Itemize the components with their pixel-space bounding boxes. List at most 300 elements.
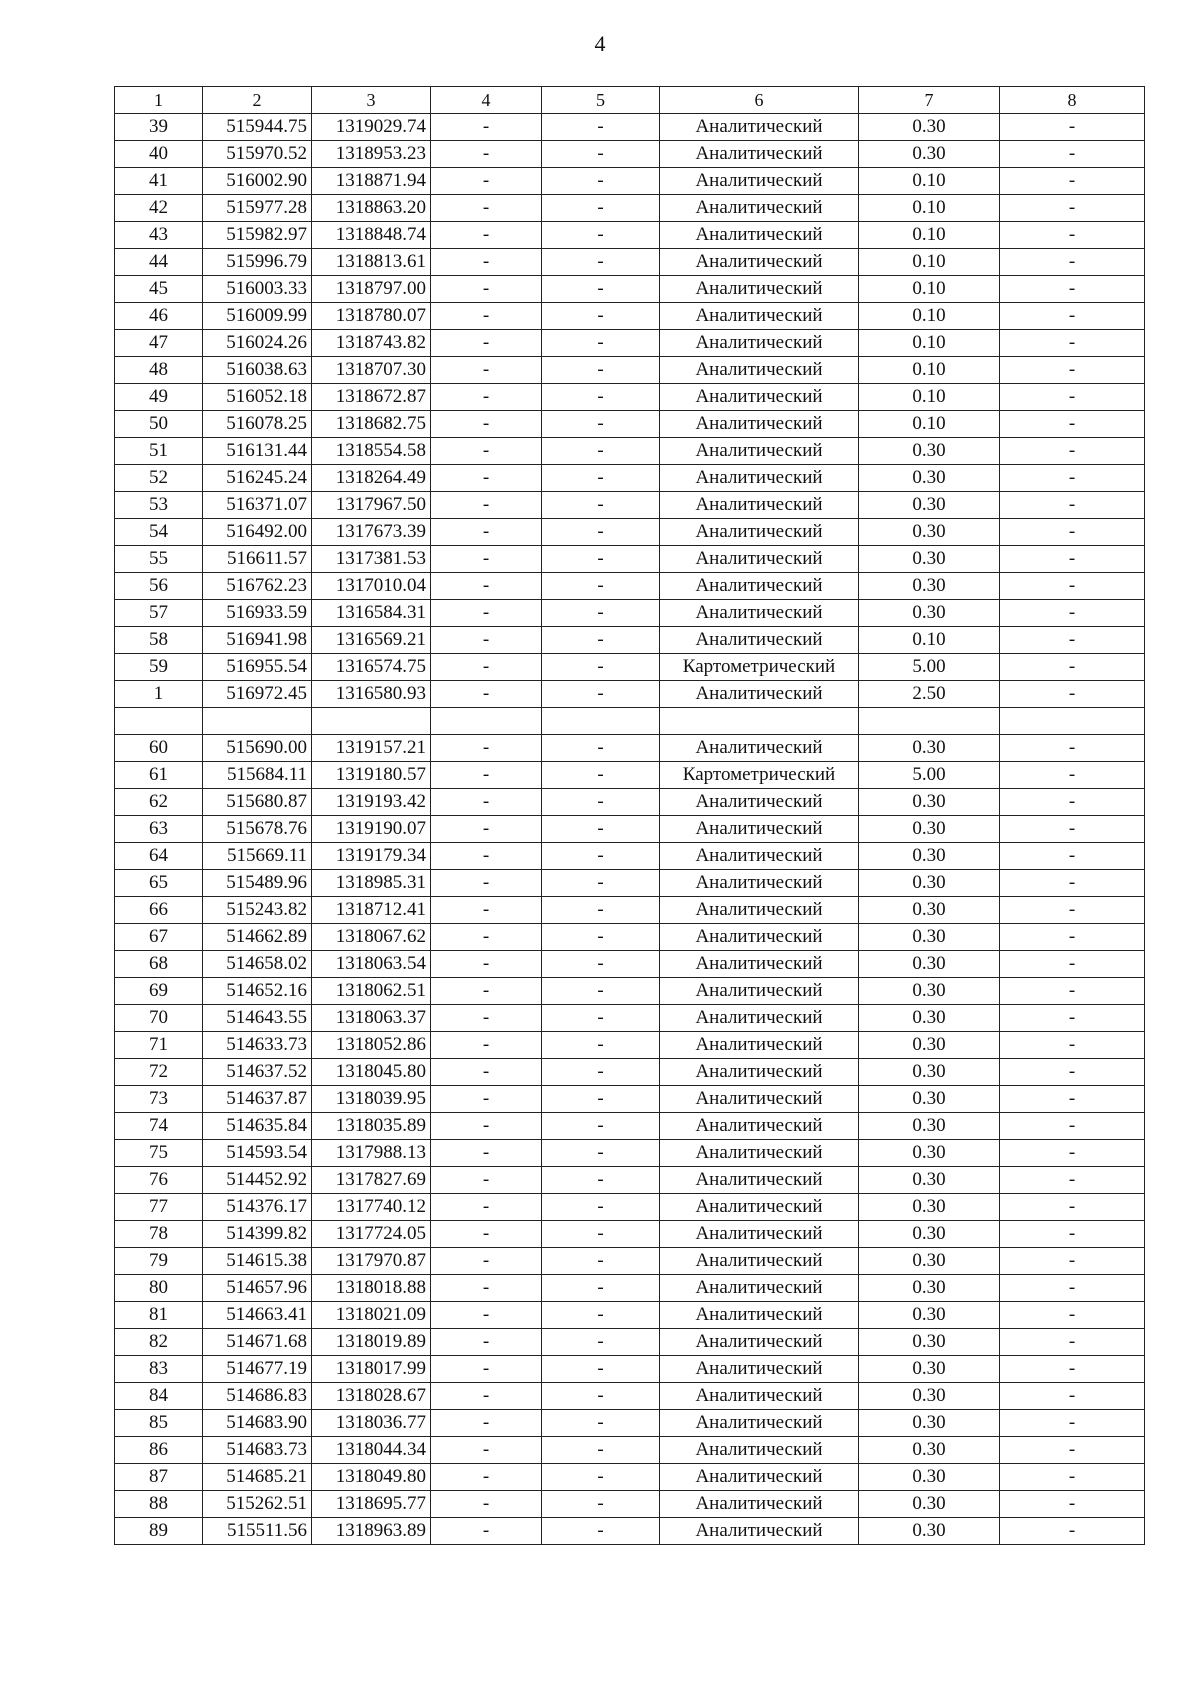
point-number-cell: 76: [115, 1167, 203, 1194]
y-coordinate-cell: 1319193.42: [312, 789, 431, 816]
col8-cell: -: [1000, 1275, 1145, 1302]
col8-cell: -: [1000, 843, 1145, 870]
col4-cell: -: [431, 1329, 542, 1356]
col8-cell: -: [1000, 978, 1145, 1005]
point-number-cell: 56: [115, 573, 203, 600]
method-cell: Аналитический: [660, 1491, 859, 1518]
col8-cell: -: [1000, 114, 1145, 141]
method-cell: Аналитический: [660, 546, 859, 573]
x-coordinate-cell: 515944.75: [203, 114, 312, 141]
point-number-cell: 52: [115, 465, 203, 492]
table-row: [115, 1356, 1145, 1383]
col8-cell: -: [1000, 1059, 1145, 1086]
x-coordinate-cell: 516941.98: [203, 627, 312, 654]
col5-cell: -: [542, 1140, 660, 1167]
table-row: [115, 1059, 1145, 1086]
method-cell: Аналитический: [660, 222, 859, 249]
y-coordinate-cell: 1318712.41: [312, 897, 431, 924]
col8-cell: -: [1000, 1248, 1145, 1275]
y-coordinate-cell: 1318044.34: [312, 1437, 431, 1464]
col4-cell: [431, 708, 542, 735]
table-row: [115, 1032, 1145, 1059]
y-coordinate-cell: 1318035.89: [312, 1113, 431, 1140]
method-cell: Аналитический: [660, 1518, 859, 1545]
accuracy-cell: 0.10: [859, 195, 1000, 222]
col4-cell: -: [431, 1005, 542, 1032]
col4-cell: -: [431, 1464, 542, 1491]
x-coordinate-cell: 516955.54: [203, 654, 312, 681]
col5-cell: -: [542, 195, 660, 222]
col4-cell: -: [431, 789, 542, 816]
y-coordinate-cell: 1317673.39: [312, 519, 431, 546]
col8-cell: -: [1000, 438, 1145, 465]
x-coordinate-cell: 514615.38: [203, 1248, 312, 1275]
y-coordinate-cell: 1318963.89: [312, 1518, 431, 1545]
col4-cell: -: [431, 1140, 542, 1167]
col5-cell: -: [542, 492, 660, 519]
x-coordinate-cell: 516003.33: [203, 276, 312, 303]
col8-cell: -: [1000, 1464, 1145, 1491]
col4-cell: -: [431, 1194, 542, 1221]
method-cell: Аналитический: [660, 1437, 859, 1464]
col8-cell: -: [1000, 195, 1145, 222]
col4-cell: -: [431, 735, 542, 762]
col4-cell: -: [431, 411, 542, 438]
table-row: [115, 438, 1145, 465]
x-coordinate-cell: 514685.21: [203, 1464, 312, 1491]
method-cell: Аналитический: [660, 681, 859, 708]
col8-cell: -: [1000, 276, 1145, 303]
x-coordinate-cell: 516972.45: [203, 681, 312, 708]
x-coordinate-cell: 516038.63: [203, 357, 312, 384]
table-row: [115, 924, 1145, 951]
col8-cell: -: [1000, 897, 1145, 924]
col5-cell: -: [542, 1275, 660, 1302]
page-number: 4: [594, 31, 606, 56]
column-header: 5: [542, 87, 660, 114]
accuracy-cell: 0.30: [859, 1275, 1000, 1302]
x-coordinate-cell: 515680.87: [203, 789, 312, 816]
col5-cell: -: [542, 411, 660, 438]
y-coordinate-cell: 1318264.49: [312, 465, 431, 492]
accuracy-cell: 0.30: [859, 1248, 1000, 1275]
method-cell: Аналитический: [660, 1032, 859, 1059]
point-number-cell: 61: [115, 762, 203, 789]
col5-cell: -: [542, 681, 660, 708]
table-row: [115, 411, 1145, 438]
x-coordinate-cell: 514663.41: [203, 1302, 312, 1329]
table-row: [115, 573, 1145, 600]
accuracy-cell: 0.30: [859, 1302, 1000, 1329]
accuracy-cell: 5.00: [859, 762, 1000, 789]
col4-cell: -: [431, 195, 542, 222]
x-coordinate-cell: 514652.16: [203, 978, 312, 1005]
accuracy-cell: 0.30: [859, 870, 1000, 897]
x-coordinate-cell: 514593.54: [203, 1140, 312, 1167]
method-cell: Аналитический: [660, 1086, 859, 1113]
table-row: [115, 735, 1145, 762]
col4-cell: -: [431, 438, 542, 465]
table-row: [115, 1221, 1145, 1248]
accuracy-cell: 0.30: [859, 1437, 1000, 1464]
col8-cell: -: [1000, 1410, 1145, 1437]
col5-cell: -: [542, 1167, 660, 1194]
col8-cell: -: [1000, 465, 1145, 492]
table-row: [115, 1302, 1145, 1329]
col5-cell: -: [542, 870, 660, 897]
y-coordinate-cell: 1319190.07: [312, 816, 431, 843]
accuracy-cell: 0.30: [859, 1032, 1000, 1059]
accuracy-cell: 0.30: [859, 1518, 1000, 1545]
col5-cell: -: [542, 1491, 660, 1518]
col5-cell: -: [542, 168, 660, 195]
point-number-cell: 72: [115, 1059, 203, 1086]
table-row: [115, 1518, 1145, 1545]
col8-cell: -: [1000, 1113, 1145, 1140]
col8-cell: -: [1000, 1005, 1145, 1032]
table-row: [115, 1275, 1145, 1302]
col5-cell: -: [542, 519, 660, 546]
col4-cell: -: [431, 384, 542, 411]
col5-cell: -: [542, 1248, 660, 1275]
col8-cell: -: [1000, 1437, 1145, 1464]
y-coordinate-cell: 1318848.74: [312, 222, 431, 249]
y-coordinate-cell: 1318682.75: [312, 411, 431, 438]
accuracy-cell: 0.30: [859, 843, 1000, 870]
point-number-cell: 58: [115, 627, 203, 654]
col4-cell: -: [431, 600, 542, 627]
col5-cell: -: [542, 1113, 660, 1140]
col5-cell: -: [542, 384, 660, 411]
x-coordinate-cell: 514658.02: [203, 951, 312, 978]
col5-cell: -: [542, 924, 660, 951]
accuracy-cell: 0.30: [859, 951, 1000, 978]
point-number-cell: 86: [115, 1437, 203, 1464]
point-number-cell: 57: [115, 600, 203, 627]
table-row: [115, 762, 1145, 789]
col4-cell: -: [431, 519, 542, 546]
col8-cell: -: [1000, 600, 1145, 627]
col4-cell: -: [431, 1032, 542, 1059]
point-number-cell: 43: [115, 222, 203, 249]
col5-cell: -: [542, 1383, 660, 1410]
col4-cell: -: [431, 546, 542, 573]
accuracy-cell: 0.30: [859, 735, 1000, 762]
table-row: [115, 1410, 1145, 1437]
col8-cell: -: [1000, 492, 1145, 519]
y-coordinate-cell: 1319157.21: [312, 735, 431, 762]
col5-cell: -: [542, 330, 660, 357]
point-number-cell: 40: [115, 141, 203, 168]
accuracy-cell: 0.30: [859, 1005, 1000, 1032]
col5-cell: -: [542, 1032, 660, 1059]
accuracy-cell: 0.30: [859, 1221, 1000, 1248]
method-cell: Аналитический: [660, 303, 859, 330]
y-coordinate-cell: 1319029.74: [312, 114, 431, 141]
point-number-cell: 54: [115, 519, 203, 546]
method-cell: Аналитический: [660, 1383, 859, 1410]
col8-cell: -: [1000, 357, 1145, 384]
col4-cell: -: [431, 1302, 542, 1329]
table-header-row: [115, 87, 1145, 114]
col5-cell: -: [542, 222, 660, 249]
method-cell: Аналитический: [660, 789, 859, 816]
col4-cell: -: [431, 1491, 542, 1518]
accuracy-cell: 0.30: [859, 114, 1000, 141]
point-number-cell: 46: [115, 303, 203, 330]
accuracy-cell: 5.00: [859, 654, 1000, 681]
col5-cell: -: [542, 465, 660, 492]
accuracy-cell: 0.30: [859, 978, 1000, 1005]
table-row: [115, 1194, 1145, 1221]
y-coordinate-cell: 1317010.04: [312, 573, 431, 600]
table-row: [115, 357, 1145, 384]
x-coordinate-cell: 515684.11: [203, 762, 312, 789]
point-number-cell: 45: [115, 276, 203, 303]
point-number-cell: 41: [115, 168, 203, 195]
col8-cell: -: [1000, 762, 1145, 789]
table-row: [115, 816, 1145, 843]
accuracy-cell: [859, 708, 1000, 735]
table-row: [115, 195, 1145, 222]
y-coordinate-cell: 1318743.82: [312, 330, 431, 357]
method-cell: Аналитический: [660, 1005, 859, 1032]
table-row: [115, 249, 1145, 276]
col4-cell: -: [431, 1410, 542, 1437]
accuracy-cell: 2.50: [859, 681, 1000, 708]
x-coordinate-cell: 514657.96: [203, 1275, 312, 1302]
table-row: [115, 627, 1145, 654]
table-row: [115, 492, 1145, 519]
table-row: [115, 1113, 1145, 1140]
point-number-cell: 83: [115, 1356, 203, 1383]
y-coordinate-cell: 1318019.89: [312, 1329, 431, 1356]
method-cell: Аналитический: [660, 411, 859, 438]
x-coordinate-cell: [203, 708, 312, 735]
col5-cell: -: [542, 627, 660, 654]
column-header: 7: [859, 87, 1000, 114]
method-cell: Аналитический: [660, 627, 859, 654]
method-cell: Аналитический: [660, 330, 859, 357]
col8-cell: -: [1000, 627, 1145, 654]
col8-cell: -: [1000, 1356, 1145, 1383]
method-cell: Аналитический: [660, 1410, 859, 1437]
y-coordinate-cell: 1317381.53: [312, 546, 431, 573]
col8-cell: -: [1000, 330, 1145, 357]
point-number-cell: 65: [115, 870, 203, 897]
col8-cell: -: [1000, 249, 1145, 276]
col4-cell: -: [431, 1356, 542, 1383]
col5-cell: -: [542, 1437, 660, 1464]
x-coordinate-cell: 516492.00: [203, 519, 312, 546]
col4-cell: -: [431, 897, 542, 924]
y-coordinate-cell: 1318863.20: [312, 195, 431, 222]
x-coordinate-cell: 516131.44: [203, 438, 312, 465]
col4-cell: -: [431, 816, 542, 843]
x-coordinate-cell: 516611.57: [203, 546, 312, 573]
col5-cell: -: [542, 762, 660, 789]
accuracy-cell: 0.30: [859, 1491, 1000, 1518]
y-coordinate-cell: 1318017.99: [312, 1356, 431, 1383]
col8-cell: -: [1000, 1518, 1145, 1545]
col5-cell: -: [542, 1410, 660, 1437]
table-row: [115, 681, 1145, 708]
x-coordinate-cell: 515669.11: [203, 843, 312, 870]
y-coordinate-cell: 1316574.75: [312, 654, 431, 681]
col4-cell: -: [431, 951, 542, 978]
point-number-cell: 62: [115, 789, 203, 816]
x-coordinate-cell: 515996.79: [203, 249, 312, 276]
accuracy-cell: 0.10: [859, 330, 1000, 357]
x-coordinate-cell: 515977.28: [203, 195, 312, 222]
method-cell: Аналитический: [660, 1140, 859, 1167]
col8-cell: -: [1000, 1140, 1145, 1167]
point-number-cell: 80: [115, 1275, 203, 1302]
accuracy-cell: 0.30: [859, 141, 1000, 168]
point-number-cell: 1: [115, 681, 203, 708]
table-row: [115, 465, 1145, 492]
col5-cell: -: [542, 249, 660, 276]
point-number-cell: [115, 708, 203, 735]
point-number-cell: 67: [115, 924, 203, 951]
point-number-cell: 74: [115, 1113, 203, 1140]
col5-cell: -: [542, 357, 660, 384]
col8-cell: -: [1000, 951, 1145, 978]
x-coordinate-cell: 516762.23: [203, 573, 312, 600]
col5-cell: -: [542, 141, 660, 168]
point-number-cell: 53: [115, 492, 203, 519]
accuracy-cell: 0.30: [859, 1167, 1000, 1194]
point-number-cell: 81: [115, 1302, 203, 1329]
col8-cell: -: [1000, 384, 1145, 411]
col5-cell: -: [542, 1356, 660, 1383]
col5-cell: -: [542, 1464, 660, 1491]
point-number-cell: 68: [115, 951, 203, 978]
point-number-cell: 66: [115, 897, 203, 924]
method-cell: Аналитический: [660, 978, 859, 1005]
table-row: [115, 708, 1145, 735]
table-row: [115, 1086, 1145, 1113]
y-coordinate-cell: 1317724.05: [312, 1221, 431, 1248]
col8-cell: -: [1000, 1194, 1145, 1221]
table-row: [115, 546, 1145, 573]
table-row: [115, 141, 1145, 168]
point-number-cell: 89: [115, 1518, 203, 1545]
col5-cell: -: [542, 1518, 660, 1545]
col5-cell: -: [542, 951, 660, 978]
col4-cell: -: [431, 654, 542, 681]
y-coordinate-cell: 1318780.07: [312, 303, 431, 330]
x-coordinate-cell: 514376.17: [203, 1194, 312, 1221]
point-number-cell: 71: [115, 1032, 203, 1059]
table-row: [115, 222, 1145, 249]
col5-cell: -: [542, 600, 660, 627]
col8-cell: -: [1000, 735, 1145, 762]
x-coordinate-cell: 515690.00: [203, 735, 312, 762]
y-coordinate-cell: 1316580.93: [312, 681, 431, 708]
col4-cell: -: [431, 1248, 542, 1275]
column-header: 1: [115, 87, 203, 114]
col5-cell: -: [542, 978, 660, 1005]
accuracy-cell: 0.30: [859, 546, 1000, 573]
col5-cell: -: [542, 789, 660, 816]
method-cell: Картометрический: [660, 654, 859, 681]
x-coordinate-cell: 516933.59: [203, 600, 312, 627]
accuracy-cell: 0.30: [859, 1356, 1000, 1383]
method-cell: Аналитический: [660, 1329, 859, 1356]
x-coordinate-cell: 514635.84: [203, 1113, 312, 1140]
point-number-cell: 77: [115, 1194, 203, 1221]
x-coordinate-cell: 515243.82: [203, 897, 312, 924]
point-number-cell: 59: [115, 654, 203, 681]
table-row: [115, 519, 1145, 546]
table-row: [115, 330, 1145, 357]
y-coordinate-cell: 1318036.77: [312, 1410, 431, 1437]
x-coordinate-cell: 516052.18: [203, 384, 312, 411]
x-coordinate-cell: 516245.24: [203, 465, 312, 492]
point-number-cell: 42: [115, 195, 203, 222]
y-coordinate-cell: 1317970.87: [312, 1248, 431, 1275]
table-row: [115, 1464, 1145, 1491]
x-coordinate-cell: 515970.52: [203, 141, 312, 168]
x-coordinate-cell: 516002.90: [203, 168, 312, 195]
accuracy-cell: 0.30: [859, 465, 1000, 492]
col4-cell: -: [431, 627, 542, 654]
accuracy-cell: 0.30: [859, 1194, 1000, 1221]
col8-cell: -: [1000, 924, 1145, 951]
point-number-cell: 82: [115, 1329, 203, 1356]
x-coordinate-cell: 515262.51: [203, 1491, 312, 1518]
col4-cell: -: [431, 1086, 542, 1113]
x-coordinate-cell: 515982.97: [203, 222, 312, 249]
method-cell: Аналитический: [660, 735, 859, 762]
y-coordinate-cell: 1318985.31: [312, 870, 431, 897]
accuracy-cell: 0.10: [859, 276, 1000, 303]
method-cell: Аналитический: [660, 1059, 859, 1086]
y-coordinate-cell: [312, 708, 431, 735]
table-row: [115, 1383, 1145, 1410]
col5-cell: -: [542, 114, 660, 141]
x-coordinate-cell: 514643.55: [203, 1005, 312, 1032]
col5-cell: -: [542, 546, 660, 573]
point-number-cell: 88: [115, 1491, 203, 1518]
accuracy-cell: 0.30: [859, 573, 1000, 600]
method-cell: Аналитический: [660, 816, 859, 843]
column-header: 2: [203, 87, 312, 114]
point-number-cell: 64: [115, 843, 203, 870]
y-coordinate-cell: 1318021.09: [312, 1302, 431, 1329]
point-number-cell: 48: [115, 357, 203, 384]
method-cell: Аналитический: [660, 168, 859, 195]
y-coordinate-cell: 1317967.50: [312, 492, 431, 519]
table-row: [115, 1167, 1145, 1194]
method-cell: Аналитический: [660, 276, 859, 303]
col5-cell: -: [542, 1086, 660, 1113]
x-coordinate-cell: 514633.73: [203, 1032, 312, 1059]
y-coordinate-cell: 1318052.86: [312, 1032, 431, 1059]
method-cell: Аналитический: [660, 465, 859, 492]
method-cell: Аналитический: [660, 843, 859, 870]
method-cell: Аналитический: [660, 1302, 859, 1329]
method-cell: Аналитический: [660, 600, 859, 627]
col4-cell: -: [431, 843, 542, 870]
point-number-cell: 79: [115, 1248, 203, 1275]
col8-cell: -: [1000, 789, 1145, 816]
table-row: [115, 1140, 1145, 1167]
col5-cell: -: [542, 1194, 660, 1221]
y-coordinate-cell: 1319180.57: [312, 762, 431, 789]
coordinates-table: [114, 86, 1145, 1545]
